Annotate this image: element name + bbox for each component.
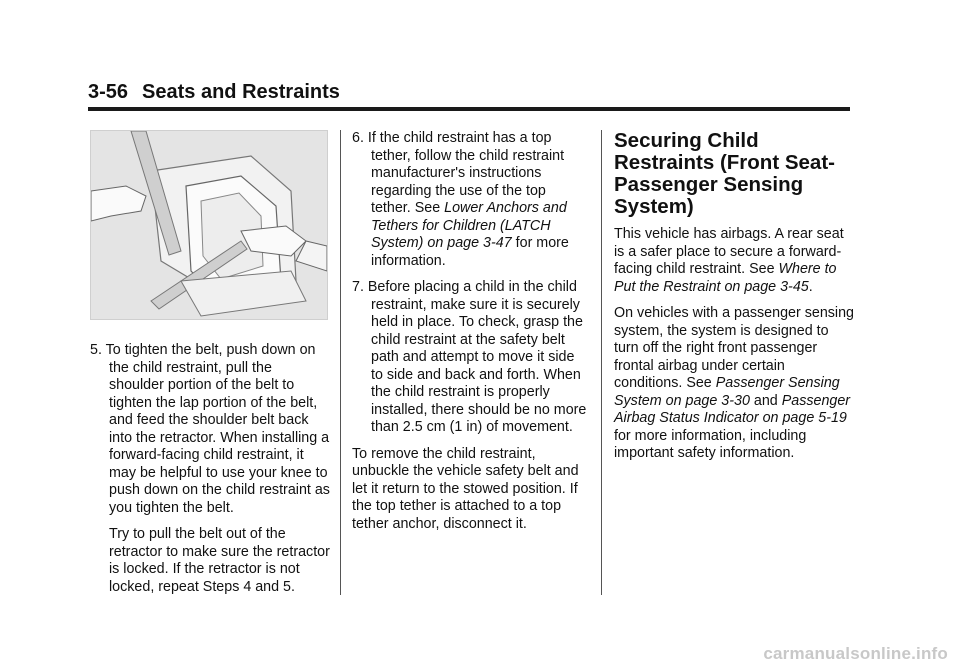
section-heading: Securing Child Restraints (Front Seat-Passenger Sensing System) (614, 129, 835, 218)
watermark: carmanualsonline.info (763, 644, 948, 663)
page-number: 3-56 (88, 81, 129, 103)
column-1 (90, 130, 330, 596)
column-divider-1 (340, 130, 341, 595)
airbag-status-link[interactable]: Passenger Airbag Status Indicator on page 5-19 (614, 392, 851, 426)
step-5-note: Try to pull the belt out of the retractor to make sure the retractor is locked. If the retractor is not locked, repeat Steps 4 and 5. (109, 526, 330, 595)
latch-reference-link[interactable]: Lower Anchors and Tethers for Children (LATCH System) on page 3-47 (371, 200, 567, 251)
column-divider-2 (601, 130, 602, 595)
section-title: Seats and Restraints (142, 81, 340, 103)
restraint-location-link[interactable]: Where to Put the Restraint on page 3-45 (614, 261, 837, 295)
remove-restraint-text: To remove the child restraint, unbuckle the vehicle safety belt and let it return to the stowed position. If the top tether is attached to a top tether anchor, disconnect it. (352, 445, 579, 532)
passenger-sensing-text: On vehicles with a passenger sensing system, the system is designed to turn off the right front passenger frontal airbag under certain conditions. See Passenger Sensing System on page 3-30 and Passenger Airbag Status Indicator on page 5-19 for more information, including important safety information. (614, 305, 855, 461)
child-restraint-illustration (90, 130, 328, 320)
column-2 (352, 130, 587, 533)
header-title (88, 80, 850, 104)
passenger-sensing-link[interactable]: Passenger Sensing System on page 3-30 (614, 375, 840, 409)
step-5-text: 5. To tighten the belt, push down on the child restraint, pull the shoulder portion of the belt to tighten the lap portion of the belt, and feed the shoulder belt back into the retractor. When installing a forward-facing child restraint, it may be helpful to use your knee to push down on the child restraint as you tighten the belt. (90, 342, 330, 516)
column-3 (614, 130, 854, 463)
step-6-text: 6. If the child restraint has a top tether, follow the child restraint manufacturer's instructions regarding the use of the top tether. See Lower Anchors and Tethers for Children (LATCH System) on page 3-47 for more information. (352, 130, 569, 269)
page-header (88, 80, 850, 104)
header-rule (88, 107, 850, 111)
step-7-text: 7. Before placing a child in the child restraint, make sure it is securely held in place. To check, grasp the child restraint at the safety belt path and attempt to move it side to side and back and forth. When the child restraint is properly installed, there should be no more than 2.5 cm (1 in) of movement. (352, 279, 587, 435)
airbag-intro-text: This vehicle has airbags. A rear seat is a safer place to secure a forward-facing child restraint. See Where to Put the Restraint on page 3-45. (614, 226, 844, 295)
